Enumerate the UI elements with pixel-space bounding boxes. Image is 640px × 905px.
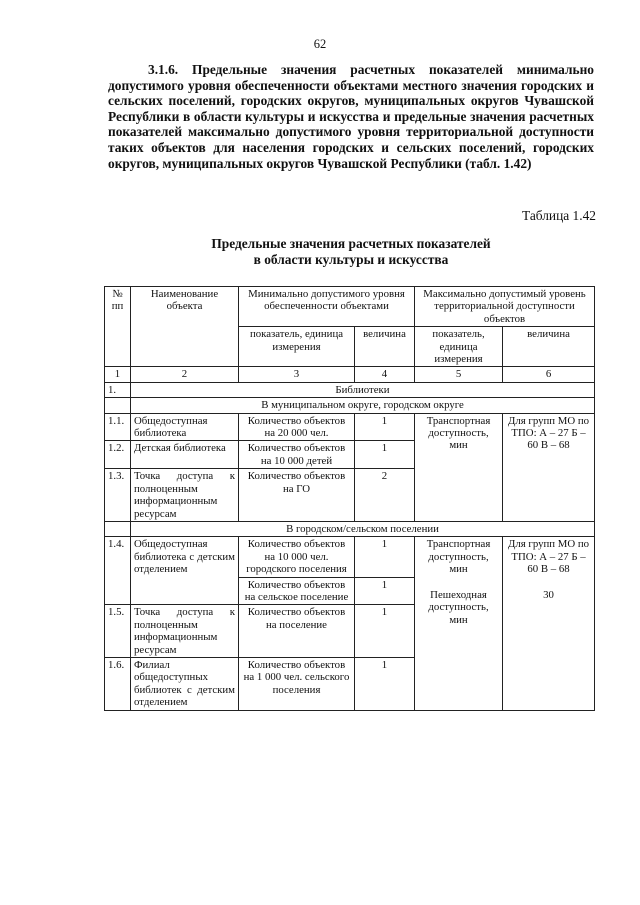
- row-value: 1: [355, 657, 415, 710]
- col-number: 3: [239, 367, 355, 382]
- header-num: № пп: [105, 287, 131, 367]
- group-title: В городском/сельском поселении: [131, 521, 595, 536]
- table-title-line-2: в области культуры и искусства: [253, 252, 449, 267]
- table-label: Таблица 1.42: [521, 208, 596, 223]
- row-name: Точка доступа к полноценным информационным ресурсам: [131, 469, 239, 522]
- row-value: 2: [355, 469, 415, 522]
- row-name: Общедоступная библиотека: [131, 413, 239, 441]
- header-row-1: [105, 287, 595, 327]
- row-value: 1: [355, 441, 415, 469]
- row-value: 1: [355, 537, 415, 577]
- row-name: Точка доступа к полноценным информационным ресурсам: [131, 605, 239, 658]
- row-value: 1: [355, 413, 415, 441]
- access-transport-value: Для групп МО по ТПО: А – 27 Б – 60 В – 68: [503, 413, 595, 521]
- col-number: 5: [415, 367, 503, 382]
- table-row: [105, 537, 595, 577]
- row-value: 1: [355, 605, 415, 658]
- row-indicator: Количество объектов на 20 000 чел.: [239, 413, 355, 441]
- row-num: 1.6.: [105, 657, 131, 710]
- group-title: В муниципальном округе, городском округе: [131, 398, 595, 413]
- table-row: [105, 413, 595, 441]
- header-indicator-unit-2: показатель, единица измерения: [415, 327, 503, 367]
- section-heading: 3.1.6. Предельные значения расчетных показателей минимально допустимого уровня обеспеченности объектами местного значения городских и сельских поселений, городских округов, муниципальных округов Чувашской Республики в области культуры и искусства и предельные значения расчетных показателей максимально допустимого уровня территориальной доступности таких объектов для населения городских и сельских поселений, городских округов, муниципальных округов Чувашской Республики (табл. 1.42): [108, 62, 594, 171]
- row-name: Детская библиотека: [131, 441, 239, 469]
- table-title-line-1: Предельные значения расчетных показателей: [211, 236, 491, 251]
- access-walking-value: 30: [503, 577, 595, 710]
- access-transport: Транспортная доступность, мин: [415, 413, 503, 521]
- group-row: [105, 398, 595, 413]
- header-min-level: Минимально допустимого уровня обеспеченности объектами: [239, 287, 415, 327]
- section-row: [105, 382, 595, 397]
- column-number-row: [105, 367, 595, 382]
- row-indicator: Количество объектов на сельское поселение: [239, 577, 355, 605]
- row-value: 1: [355, 577, 415, 605]
- page-number: 62: [313, 37, 327, 51]
- col-number: 1: [105, 367, 131, 382]
- row-num: 1.5.: [105, 605, 131, 658]
- header-indicator-unit: показатель, единица измерения: [239, 327, 355, 367]
- row-num: 1.2.: [105, 441, 131, 469]
- row-num: 1.3.: [105, 469, 131, 522]
- header-value-2: величина: [503, 327, 595, 367]
- section-title: Библиотеки: [131, 382, 595, 397]
- table-title: [108, 236, 594, 268]
- col-number: 6: [503, 367, 595, 382]
- row-num: 1.1.: [105, 413, 131, 441]
- row-indicator: Количество объектов на 1 000 чел. сельского поселения: [239, 657, 355, 710]
- col-number: 4: [355, 367, 415, 382]
- col-number: 2: [131, 367, 239, 382]
- row-name: Общедоступная библиотека с детским отделением: [131, 537, 239, 605]
- row-name: Филиал общедоступных библиотек с детским отделением: [131, 657, 239, 710]
- row-indicator: Количество объектов на ГО: [239, 469, 355, 522]
- row-indicator: Количество объектов на 10 000 детей: [239, 441, 355, 469]
- access-transport-2: Транспортная доступность, мин: [415, 537, 503, 577]
- section-num: 1.: [105, 382, 131, 397]
- header-name: Наименование объекта: [131, 287, 239, 367]
- access-transport-value-2: Для групп МО по ТПО: А – 27 Б – 60 В – 68: [503, 537, 595, 577]
- header-value: величина: [355, 327, 415, 367]
- row-num: 1.4.: [105, 537, 131, 605]
- row-indicator: Количество объектов на поселение: [239, 605, 355, 658]
- norms-table: [104, 286, 595, 711]
- access-walking: Пешеходная доступность, мин: [415, 577, 503, 710]
- header-max-level: Максимально допустимый уровень территориальной доступности объектов: [415, 287, 595, 327]
- row-indicator: Количество объектов на 10 000 чел. городского поселения: [239, 537, 355, 577]
- group-row: [105, 521, 595, 536]
